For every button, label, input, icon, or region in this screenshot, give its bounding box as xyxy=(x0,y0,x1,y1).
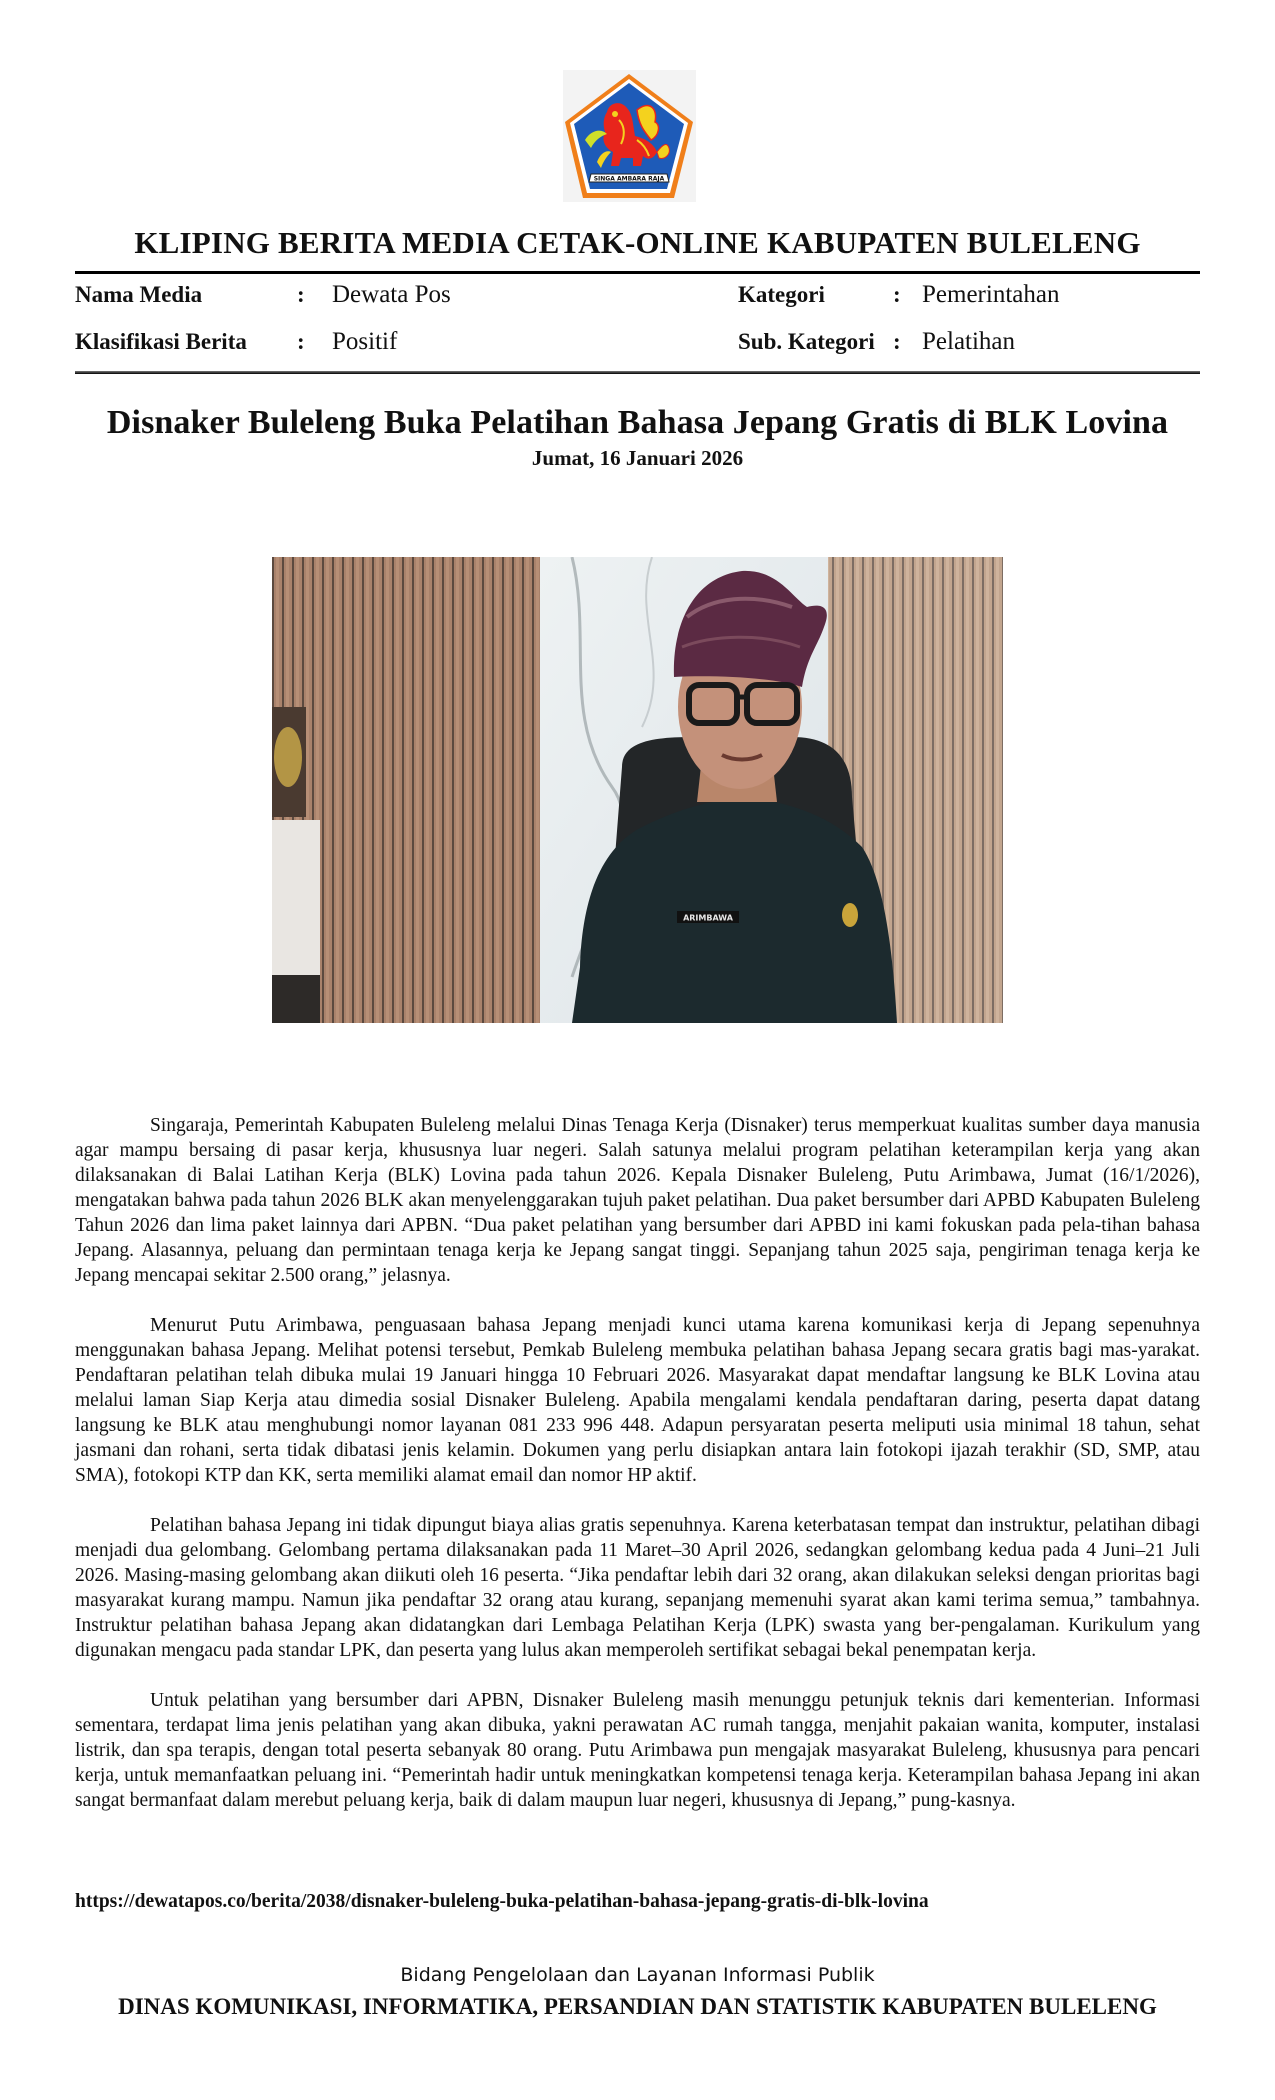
media-label: Nama Media xyxy=(75,282,203,307)
subcategory-value-cell xyxy=(922,327,1015,357)
category-value-cell xyxy=(922,280,1059,310)
classification-value-cell xyxy=(332,327,397,357)
article-paragraph: Menurut Putu Arimbawa, penguasaan bahasa Jepang menjadi kunci utama karena komunikasi kerja di Jepang sepenuhnya menggunakan bahasa Jepang. Melihat potensi tersebut, Pemkab Buleleng membuka pelatihan bahasa Jepang secara gratis bagi mas-yarakat. Pendaftaran pelatihan telah dibuka mulai 19 Januari hingga 10 Februari 2026. Masyarakat dapat mendaftar langsung ke BLK Lovina atau melalui laman Siap Kerja atau dimedia sosial Disnaker Buleleng. Apabila mengalami kendala pendaftaran daring, peserta dapat datang langsung ke BLK atau menghubungi nomor layanan 081 233 996 448. Adapun persyaratan peserta meliputi usia minimal 18 tahun, sehat jasmani dan rohani, serta tidak dibatasi jenis kelamin. Dokumen yang perlu disiapkan antara lain fotokopi ijazah terakhir (SD, SMP, atau SMA), fotokopi KTP dan KK, serta memiliki alamat email dan nomor HP aktif. xyxy=(75,1315,1200,1486)
article-photo xyxy=(272,557,1003,1023)
category-label: Kategori xyxy=(738,282,825,307)
article-body xyxy=(75,1113,1200,1838)
header-rule-top xyxy=(75,271,1200,274)
source-url-link[interactable]: https://dewatapos.co/berita/2038/disnaker-buleleng-buka-pelatihan-bahasa-jepang-gratis-di-blk-lovina xyxy=(75,1891,929,1912)
meta-subcategory-row xyxy=(738,327,875,357)
subcategory-label: Sub. Kategori xyxy=(738,329,875,354)
media-colon: : xyxy=(297,282,305,307)
meta-media-row xyxy=(75,280,202,310)
article-date: Jumat, 16 Januari 2026 xyxy=(531,446,744,470)
article-headline: Disnaker Buleleng Buka Pelatihan Bahasa Jepang Gratis di BLK Lovina xyxy=(106,404,1169,441)
header-rule-bottom xyxy=(75,371,1200,374)
footer-division: Bidang Pengelolaan dan Layanan Informasi Publik xyxy=(400,1964,875,1986)
meta-classification-row xyxy=(75,327,247,357)
logo-motto: SINGA AMBARA RAJA xyxy=(593,175,665,183)
classification-label: Klasifikasi Berita xyxy=(75,329,247,354)
classification-colon: : xyxy=(297,329,305,354)
photo-illustration xyxy=(272,557,1003,1023)
article-paragraph: Pelatihan bahasa Jepang ini tidak dipungut biaya alias gratis sepenuhnya. Karena keterbatasan tempat dan instruktur, pelatihan dibagi menjadi dua gelombang. Gelombang pertama dilaksanakan pada 11 Maret–30 April 2026, sedangkan gelombang kedua pada 4 Juni–21 Juli 2026. Masing-masing gelombang akan diikuti oleh 16 peserta. “Jika pendaftar lebih dari 32 orang, akan dilakukan seleksi dengan prioritas bagi masyarakat kurang mampu. Namun jika pendaftar 32 orang atau kurang, sepanjang memenuhi syarat akan kami terima semua,” tambahnya. Instruktur pelatihan bahasa Jepang akan didatangkan dari Lembaga Pelatihan Kerja (LPK) swasta yang ber-pengalaman. Kurikulum yang digunakan mengacu pada standar LPK, dan peserta yang lulus akan memperoleh sertifikat sebagai bekal penempatan kerja. xyxy=(75,1515,1200,1661)
article-paragraph: Singaraja, Pemerintah Kabupaten Buleleng melalui Dinas Tenaga Kerja (Disnaker) terus memperkuat kualitas sumber daya manusia agar mampu bersaing di pasar kerja, khususnya luar negeri. Salah satunya melalui program pelatihan keterampilan kerja yang akan dilaksanakan di Balai Latihan Kerja (BLK) Lovina pada tahun 2026. Kepala Disnaker Buleleng, Putu Arimbawa, Jumat (16/1/2026), mengatakan bahwa pada tahun 2026 BLK akan menyelenggarakan tujuh paket pelatihan. Dua paket bersumber dari APBD Kabupaten Buleleng Tahun 2026 dan lima paket lainnya dari APBN. “Dua paket pelatihan yang bersumber dari APBD ini kami fokuskan pada pela-tihan bahasa Jepang. Alasannya, peluang dan permintaan tenaga kerja ke Jepang sangat tinggi. Sepanjang tahun 2025 saja, pengiriman tenaga kerja ke Jepang mencapai sekitar 2.500 orang,” jelasnya. xyxy=(75,1115,1200,1286)
regency-logo xyxy=(563,70,696,202)
photo-name-tag: ARIMBAWA xyxy=(683,913,733,923)
category-value: Pemerintahan xyxy=(922,281,1060,308)
classification-value: Positif xyxy=(332,328,398,355)
buleleng-crest-icon xyxy=(563,70,696,202)
subcategory-value: Pelatihan xyxy=(922,328,1016,355)
kliping-title: KLIPING BERITA MEDIA CETAK-ONLINE KABUPATEN BULELENG xyxy=(134,225,1141,260)
footer-agency: DINAS KOMUNIKASI, INFORMATIKA, PERSANDIAN DAN STATISTIK KABUPATEN BULELENG xyxy=(118,1994,1157,2019)
meta-category-row xyxy=(738,280,825,310)
category-colon: : xyxy=(893,282,901,307)
article-paragraph: Untuk pelatihan yang bersumber dari APBN, Disnaker Buleleng masih menunggu petunjuk teknis dari kementerian. Informasi sementara, terdapat lima jenis pelatihan yang akan dibuka, yakni perawatan AC rumah tangga, menjahit pakaian wanita, komputer, instalasi listrik, dan spa terapis, dengan total peserta sebanyak 80 orang. Putu Arimbawa pun mengajak masyarakat Buleleng, khususnya para pencari kerja, untuk memanfaatkan peluang ini. “Pemerintah hadir untuk meningkatkan kompetensi tenaga kerja. Keterampilan bahasa Jepang ini akan sangat bermanfaat dalam merebut peluang kerja, baik di dalam maupun luar negeri, khususnya di Jepang,” pung-kasnya. xyxy=(75,1690,1200,1811)
media-value: Dewata Pos xyxy=(332,281,451,308)
subcategory-colon: : xyxy=(893,329,901,354)
media-value-cell xyxy=(332,280,451,310)
